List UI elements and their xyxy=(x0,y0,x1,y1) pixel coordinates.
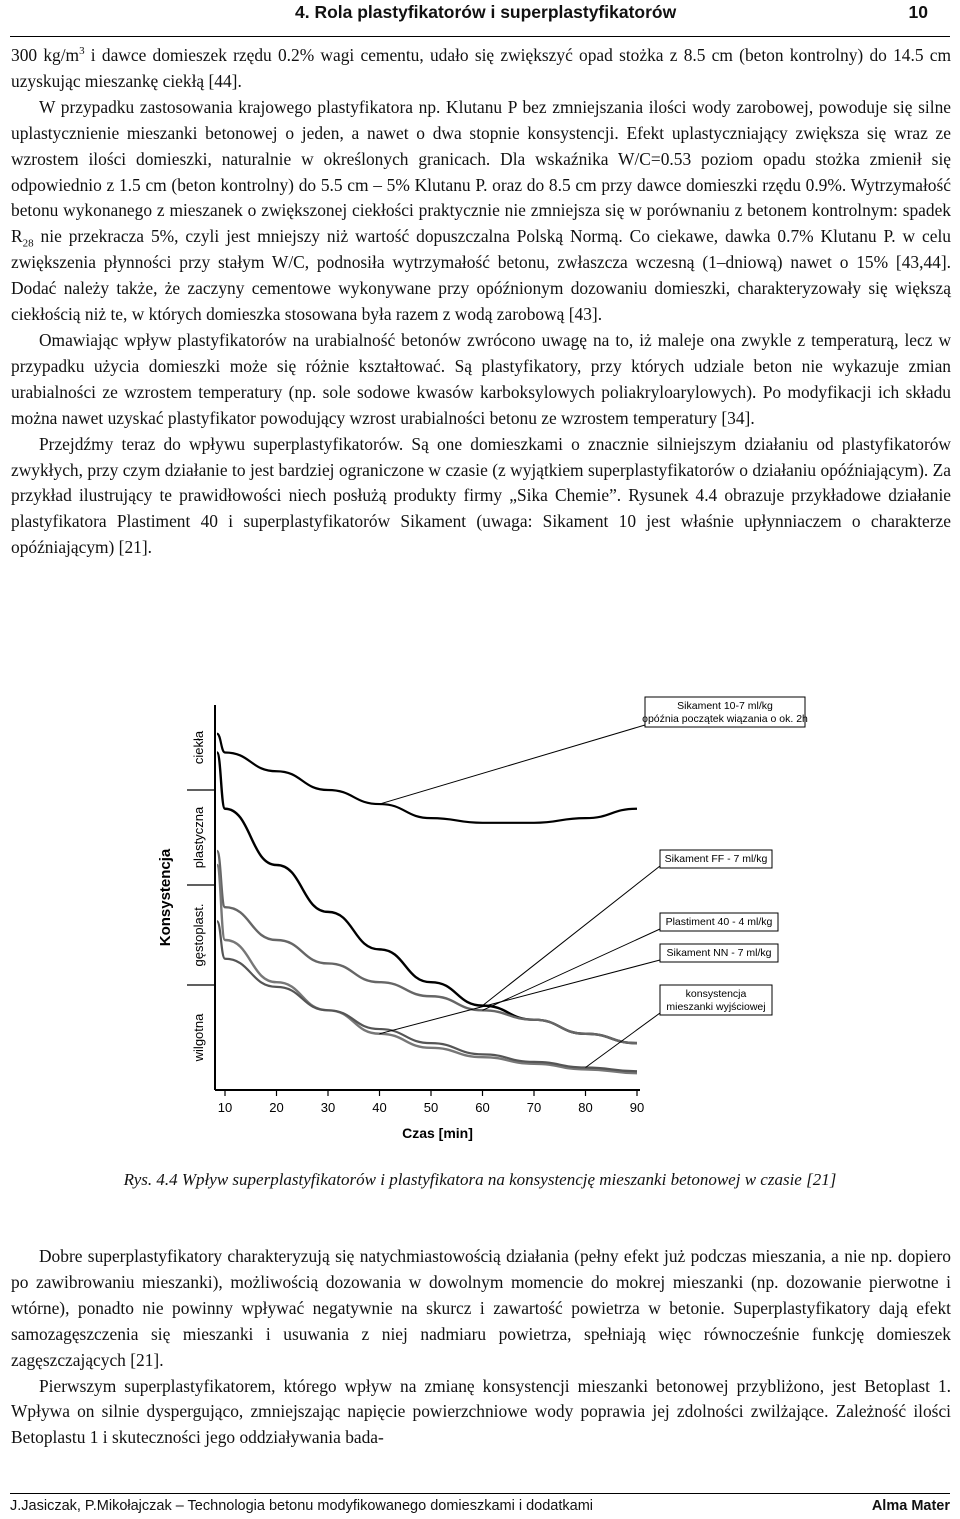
legend-label: opóźnia początek wiązania o ok. 2h xyxy=(642,713,808,725)
legend-label: Sikament NN - 7 ml/kg xyxy=(666,947,772,959)
body-text-top xyxy=(11,43,951,561)
x-tick-label: 80 xyxy=(578,1100,593,1115)
paragraph: W przypadku zastosowania krajowego plastyfikatora np. Klutanu P bez zmniejszania ilości wody zarobowej, powoduje się silne uplastycznienie mieszanki betonowej o jeden, a nawet o dwa stopnie konsystencji. Efekt uplastyczniający zwiększa się wraz ze wzrostem ilości domieszki, naturalnie w określonych granicach. Dla wskaźnika W/C=0.53 poziom opadu stożka zmienił się odpowiednio z 1.5 cm (beton kontrolny) do 5.5 cm – 5% Klutanu P. oraz do 8.5 cm przy dawce domieszki rzędu 0.9%. Wytrzymałość betonu wykonanego z mieszanek o zwiększonej ciekłości praktycznie nie zmniejsza się w porównaniu z betonem kontrolnym: spadek $R_{28}$ nie przekracza 5%, czyli jest mniejszy niż wartość dopuszczalna Polską Normą. Co ciekawe, dawka 0.7% Klutanu P. w celu zwiększenia płynności przy stałym W/C, podnosiła wytrzymałość betonu, zwłaszcza wczesną (1–dniową) nawet o 15% [43,44]. Dodać należy także, że zaczyny cementowe wykonywane przy opóźnionym dozowaniu domieszki, charakteryzowały się większą ciekłością niż te, w których domieszka stosowana była razem z wodą zarobową [43]. xyxy=(11,96,951,325)
x-tick-label: 40 xyxy=(372,1100,387,1115)
paragraph: Przejdźmy teraz do wpływu superplastyfikatorów. Są one domieszkami o znacznie silniejszym działaniu od plastyfikatorów zwykłych, przy czym działanie to jest bardziej ograniczone w czasie (z wyjątkiem superplastyfikatorów o działaniu opóźniającym). Za przykład ilustrujący te prawidłowości niech posłużą produkty firmy „Sika Chemie”. Rysunek 4.4 obrazuje przykładowe działanie plastyfikatora Plastiment 40 i superplastyfikatorów Sikament (uwaga: Sikament 10 jest właśnie upłynniaczem o charakterze opóźniającym) [21]. xyxy=(11,433,951,558)
x-axis-title: Czas [min] xyxy=(402,1125,473,1141)
chapter-title: 4. Rola plastyfikatorów i superplastyfikatorów xyxy=(295,2,677,22)
series-line xyxy=(217,851,637,1043)
legend-label: Sikament FF - 7 ml/kg xyxy=(664,853,768,865)
y-category-label: plastyczna xyxy=(191,806,206,869)
figure-caption: Rys. 4.4 Wpływ superplastyfikatorów i plastyfikatora na konsystencję mieszanki betonowej w czasie [21] xyxy=(123,1170,837,1189)
legend-leader-line xyxy=(586,1013,661,1068)
legend-leader-line xyxy=(483,866,661,1006)
chart-svg xyxy=(150,685,810,1145)
x-tick-label: 50 xyxy=(423,1100,439,1115)
x-tick-label: 60 xyxy=(475,1100,490,1115)
y-category-label: wilgotna xyxy=(191,1013,206,1062)
consistency-chart xyxy=(150,685,810,1145)
page-number: 10 xyxy=(908,2,928,22)
x-tick-label: 70 xyxy=(526,1100,542,1115)
legend-leader-line xyxy=(380,960,661,1034)
footer-publisher: Alma Mater xyxy=(871,1498,950,1514)
y-category-label: gęstoplast. xyxy=(191,903,206,967)
paragraph: 300 $kg/m^3$ i dawce domieszek rzędu 0.2% wagi cementu, udało się zwiększyć opad stożka z 8.5 cm (beton kontrolny) do 14.5 cm uzyskując mieszankę ciekłą [44]. xyxy=(11,45,951,91)
paragraph: Pierwszym superplastyfikatorem, którego wpływ na zmianę konsystencji mieszanki betonowej przybliżono, jest Betoplast 1. Wpływa on silnie dyspergująco, zmniejszając napięcie powierzchniowe wody poprawia jej zdolności zwilżające. Zależność ilości Betoplastu 1 i skuteczności jego oddziaływania bada- xyxy=(11,1375,951,1448)
legend-leader-line xyxy=(483,929,661,1010)
legend-label: konsystencja xyxy=(685,988,747,1000)
paragraph: Omawiając wpływ plastyfikatorów na urabialność betonów zwrócono uwagę na to, iż maleje ona zwykle z temperaturą, lecz w przypadku użycia domieszki może się różnie kształtować. Są plastyfikatory, przy których udziale beton nie wykazuje zmian urabialności ze wzrostem temperatury (np. sole sodowe kwasów karboksylowych poliakryloarylowych). Po modyfikacji ich składu można nawet uzyskać plastyfikator powodujący wzrost urabialności betonu ze wzrostem temperatury [34]. xyxy=(11,329,951,428)
legend-label: Plastiment 40 - 4 ml/kg xyxy=(665,916,773,928)
body-text-bottom xyxy=(11,1244,951,1451)
legend-leader-line xyxy=(380,725,646,804)
x-tick-label: 20 xyxy=(269,1100,284,1115)
x-tick-label: 90 xyxy=(629,1100,645,1115)
footer-authors: J.Jasiczak, P.Mikołajczak – Technologia betonu modyfikowanego domieszkami i dodatkami xyxy=(10,1498,593,1514)
legend-label: mieszanki wyjściowej xyxy=(666,1001,766,1013)
legend-label: Sikament 10-7 ml/kg xyxy=(677,700,773,712)
x-tick-label: 10 xyxy=(217,1100,233,1115)
paragraph: Dobre superplastyfikatory charakteryzują się natychmiastowością działania (pełny efekt już podczas mieszania, a nie np. dopiero po zawibrowaniu mieszanki), możliwością dozowania w dowolnym momencie do mokrej mieszanki (np. dozowanie pierwotne i wtórne), ponadto nie powinny wpływać negatywnie na skurcz i zawartość powietrza w betonie. Superplastyfikatory dają efekt samozagęszczenia się mieszanki i usuwania z niej nadmiaru powietrza, spełniają więc równocześnie funkcję domieszek zagęszczających [21]. xyxy=(11,1246,951,1370)
y-axis-title: Konsystencja xyxy=(157,848,174,947)
page-header xyxy=(10,0,950,37)
page-footer xyxy=(10,1493,950,1518)
x-tick-label: 30 xyxy=(320,1100,336,1115)
series-line xyxy=(217,734,637,823)
y-category-label: ciekła xyxy=(191,730,206,765)
series-line xyxy=(217,753,637,1044)
